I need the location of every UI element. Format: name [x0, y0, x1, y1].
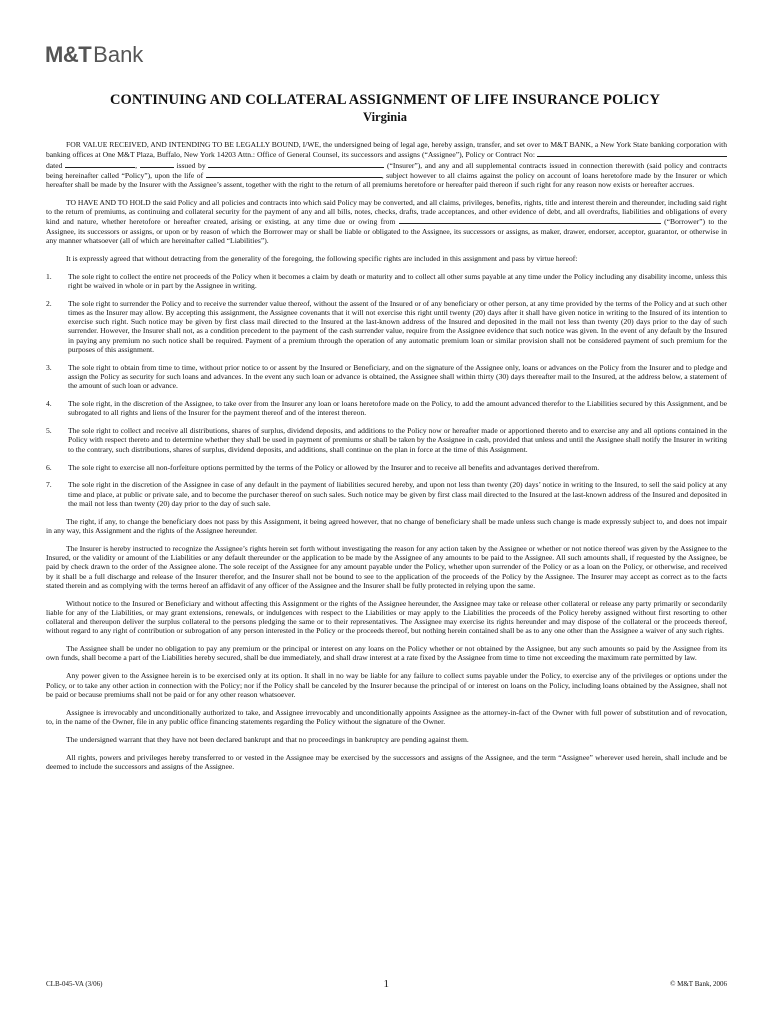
intro-text-d: (“Insurer”), and any and all supplemental contracts issued in connection therewith (said policy and contracts being hereinafter called “Policy”), upon the life of: [46, 160, 727, 180]
item-text: The sole right in the discretion of the Assignee in case of any default in the payment of liabilities secured hereby, and upon not less than twenty (20) days’ notice in writing to the Insured, to sell the said policy at any time and place, at public or private sale, and to become the purchaser thereof on such sales. Such notice may be given by first class mail directed to the Insured at the last-known address of the Insured and deposited in the mail not less than twenty (20) day prior to the day of such sale.: [68, 480, 727, 508]
item-text: The sole right to exercise all non-forfeiture options permitted by the terms of the Policy or allowed by the Insurer and to receive all benefits and advantages derived therefrom.: [68, 462, 600, 472]
successors-paragraph: All rights, powers and privileges hereby transferred to or vested in the Assignee may be exercised by the successors and assigns of the Assignee, and the term “Assignee” wherever used herein, shall include and be deemed to include the successors and assigns of the Assignee.: [46, 752, 727, 771]
intro-paragraph: FOR VALUE RECEIVED, AND INTENDING TO BE LEGALLY BOUND, I/WE, the undersigned being of legal age, hereby assign, transfer, and set over to M&T BANK, a New York State banking corporation with banking offices at One M&T Plaza, Buffalo, New York 14203 Attn.: Office of General Counsel, its successors and assigns (“Assignee”), Policy or Contract No: dated , issued by (“Insurer”), and any and all supplemental contracts issued in connection therewith (said policy and contracts being hereinafter called “Policy”), upon the life of , subject however to all claims against the policy on account of loans heretofore made by the Insurer or which hereafter shall be made by the Insurer with the Assignee’s assent, together with the right to the return of all premiums heretofore or hereafter paid thereon if such right for any reason now exists or hereafter accrues.: [46, 140, 727, 189]
insured-life-field[interactable]: [206, 170, 382, 178]
dated-field[interactable]: [65, 160, 135, 168]
document-title: CONTINUING AND COLLATERAL ASSIGNMENT OF LIFE INSURANCE POLICY: [109, 92, 661, 108]
item-text: The sole right to surrender the Policy and to receive the surrender value thereof, without the assent of the Insured or of any beneficiary or other person, at any time provided by the terms of the Policy and at such other times as the Insurer may allow. By accepting this assignment, the Assignee covenants that it will not exercise this right until twenty (20) days after it shall have given notice in writing to the Insured of its intention to exercise such right. Such notice may be given by first class mail directed to the Insured at the last-known address of the Insured and deposited in the mail not less than twenty (20) days prior to the day of such surrender. However, the Insurer shall not, as a condition precedent to the payment of the cash surrender value, require from the Assignee evidence that such notice was given. In the event of any default by the Insured in paying any premium no such notice shall be required. Payment of a premium through the operation of any automatic premium loan or similar provision shall not be considered payment of such premium for the purposes of this assignment.: [68, 298, 727, 354]
policy-number-field[interactable]: [537, 149, 727, 157]
page-number: 1: [383, 978, 390, 990]
premium-obligation-paragraph: The Assignee shall be under no obligation to pay any premium or the principal or interest on any loans on the Policy whether or not obtained by the Assignee, but any such amounts so paid by the Assignee from its own funds, shall become a part of the Liabilities hereby secured, shall be due immediately, and shall draw interest at a rate fixed by the Assignee from time to time not exceeding the maximum rate permitted by law.: [46, 644, 727, 663]
item-number: 2.: [46, 298, 52, 308]
item-text: The sole right to obtain from time to time, without prior notice to or assent by the Insured or Beneficiary, and on the signature of the Assignee only, loans or advances on the Policy from the Insurer and to pledge and assign the Policy as security for such loans and advances. In the event any such loan or advance is obtained, the Assignee shall within thirty (30) days thereafter mail to the Insured, at the address below, a statement of the amount of such loan or advance.: [68, 362, 727, 391]
bankruptcy-paragraph: The undersigned warrant that they have not been declared bankrupt and that no proceedings in bankruptcy are pending against them.: [66, 734, 469, 744]
power-option-paragraph: Any power given to the Assignee herein is to be exercised only at its option. It shall in no way be liable for any failure to collect sums payable under the Policy, to exercise any of the privileges or options under the Policy, or to take any other action in connection with the Policy; nor if the Policy shall be canceled by the Insurer because the principal of or interest on loans on the Policy, including loans obtained by the Assignee, shall not be paid or because premiums shall not be paid or for any other reason whatsoever.: [46, 671, 727, 699]
logo-mark: M&T: [45, 42, 92, 67]
list-item: [46, 363, 727, 391]
item-number: 4.: [46, 399, 52, 409]
beneficiary-paragraph: The right, if any, to change the beneficiary does not pass by this Assignment, it being agreed however, that no change of beneficiary shall be made unless such change is made expressly subject to, and does not impair in any way, this Assignment and the rights of the Assignee hereunder.: [46, 516, 727, 535]
attorney-in-fact-paragraph: Assignee is irrevocably and unconditionally authorized to take, and Assignee irrevocably and unconditionally appoints Assignee as the attorney-in-fact of the Owner with full power of substitution and of revocation, to, in the name of the Owner, file in any public office financing statements regarding the Policy without the signature of the Owner.: [46, 707, 727, 726]
insurer-field[interactable]: [208, 160, 384, 168]
intro-text-c: issued by: [176, 160, 206, 170]
borrower-field[interactable]: [399, 216, 661, 224]
item-number: 3.: [46, 362, 52, 372]
document-subtitle: Virginia: [363, 110, 407, 124]
list-item: [46, 463, 727, 472]
intro-text-a: FOR VALUE RECEIVED, AND INTENDING TO BE LEGALLY BOUND, I/WE, the undersigned being of legal age, hereby assign, transfer, and set over to M&T BANK, a New York State banking corporation with banking offices at One M&T Plaza, Buffalo, New York 14203 Attn.: Office of General Counsel, its successors and assigns (“Assignee”), Policy or Contract No:: [46, 140, 727, 160]
bank-logo: [45, 42, 143, 68]
logo-word: Bank: [93, 42, 144, 67]
intro-text-b: dated: [46, 160, 63, 170]
item-number: 7.: [46, 480, 52, 490]
list-item: [46, 299, 727, 355]
item-number: 1.: [46, 271, 52, 281]
item-text: The sole right to collect the entire net proceeds of the Policy when it becomes a claim by death or maturity and to collect all other sums payable at any time under the Policy including any disability income, unless this right be waived in whole or in part by the Assignee in writing.: [68, 271, 727, 290]
item-number: 6.: [46, 462, 52, 472]
list-item: [46, 426, 727, 454]
to-have-text-a: TO HAVE AND TO HOLD the said Policy and all policies and contracts into which said Policy may be converted, and all claims, privileges, benefits, rights, title and interest therein and thereunder, including said right to the return of premiums, as continuing and collateral security for the payment of any and all bills, notes, checks, drafts, trade acceptances, and other evidence of debt, and all overdrafts, liabilities and obligations of every kind and nature, whether heretofore or hereafter created, arising or existing, at any time due or owing from: [46, 197, 727, 227]
dated-year-field[interactable]: [140, 160, 174, 168]
list-item: [46, 399, 727, 418]
item-number: 5.: [46, 426, 52, 436]
copyright: © M&T Bank, 2006: [670, 980, 727, 988]
intro-text-e: , subject however to all claims against the policy on account of loans heretofore made by the Insurer or which hereafter shall be made by the Insurer with the Assignee’s assent, together with the right to the return of all premiums heretofore or hereafter paid thereon if such right for any reason now exists or hereafter accrues.: [46, 170, 727, 189]
item-text: The sole right, in the discretion of the Assignee, to take over from the Insurer any loan or loans heretofore made on the Policy, to add the amount advanced therefor to the Liabilities secured by this Assignment, and be subrogated to all rights and liens of the Insurer for the payment thereof and of the interest thereon.: [68, 399, 727, 418]
rights-list: [46, 272, 727, 509]
list-item: [46, 480, 727, 508]
list-item: [46, 272, 727, 291]
collateral-paragraph: Without notice to the Insured or Beneficiary and without affecting this Assignment or the rights of the Assignee hereunder, the Assignee may take or release other collateral or release any party primarily or secondarily liable for any of the Liabilities, or may grant extensions, renewals, or indulgences with respect to the Liabilities or may apply to the Liabilities the proceeds of the Policy hereby assigned without first resorting to other collateral and thereupon deliver the surplus collateral to the persons pledging the same or to their representatives. The Assignee may exercise its rights hereunder and may dispose of the collateral or the proceeds thereof, without regard to any right of contribution or subrogation of any person interested in the Policy or the proceeds thereof, but nothing herein contained shall be as to any one other than the Assignee a waiver of any such rights.: [46, 598, 727, 636]
expressly-paragraph: It is expressly agreed that without detracting from the generality of the foregoing, the following specific rights are included in this assignment and pass by virtue hereof:: [66, 253, 578, 263]
page-footer: [46, 978, 727, 990]
form-id: CLB-045-VA (3/06): [46, 980, 103, 988]
document-body: [46, 140, 727, 780]
to-have-text-b: (“Borrower”) to the Assignee, its successors or assigns, or upon or by reason of which the Borrower may or shall be liable or obligated to the Assignee, its successors or assigns, as maker, drawer, endorser, acceptor, guarantor, or otherwise in any manner whatsoever (all of which are hereinafter called “Liabilities”).: [46, 217, 727, 245]
item-text: The sole right to collect and receive all distributions, shares of surplus, dividend deposits, and additions to the Policy now or hereafter made or apportioned thereto and to exercise any and all options contained in the Policy with respect thereto and to determine whether they shall be used in payment of premiums or shall be taken by the Assignee in cash, provided that unless and until the Assignee shall notify the Insurer in writing to the contrary, such distributions, shares of surplus, dividend deposits, and additions, shall continue on the plan in force at the time of this Assignment.: [68, 426, 727, 454]
insurer-instruction-paragraph: The Insurer is hereby instructed to recognize the Assignee’s rights herein set forth without investigating the reason for any action taken by the Assignee or whether or not notice thereof was given by the Assignee to the Insured, or the validity or amount of the Liabilities or any default thereunder or the application to be made by the Assignee of any amounts to be paid to the Assignee. All such amounts shall, if requested by the Assignee, be paid by check drawn to the order of the Assignee alone. The sole receipt of the Assignee for any amount payable under the Policy, whether upon surrender of the Policy or as a loan on the Policy, or otherwise, and received by it shall be a full discharge and release of the Insurer therefor, and the Insurer shall not be bound to see to the application of the proceeds of the Policy by the Assignee. The Insurer may accept as correct as to the facts stated therein and as complying with the terms hereof an affidavit of any officer of the Assignee and the Insurer shall be fully protected in relying upon the same.: [46, 543, 727, 590]
to-have-paragraph: [46, 198, 727, 245]
